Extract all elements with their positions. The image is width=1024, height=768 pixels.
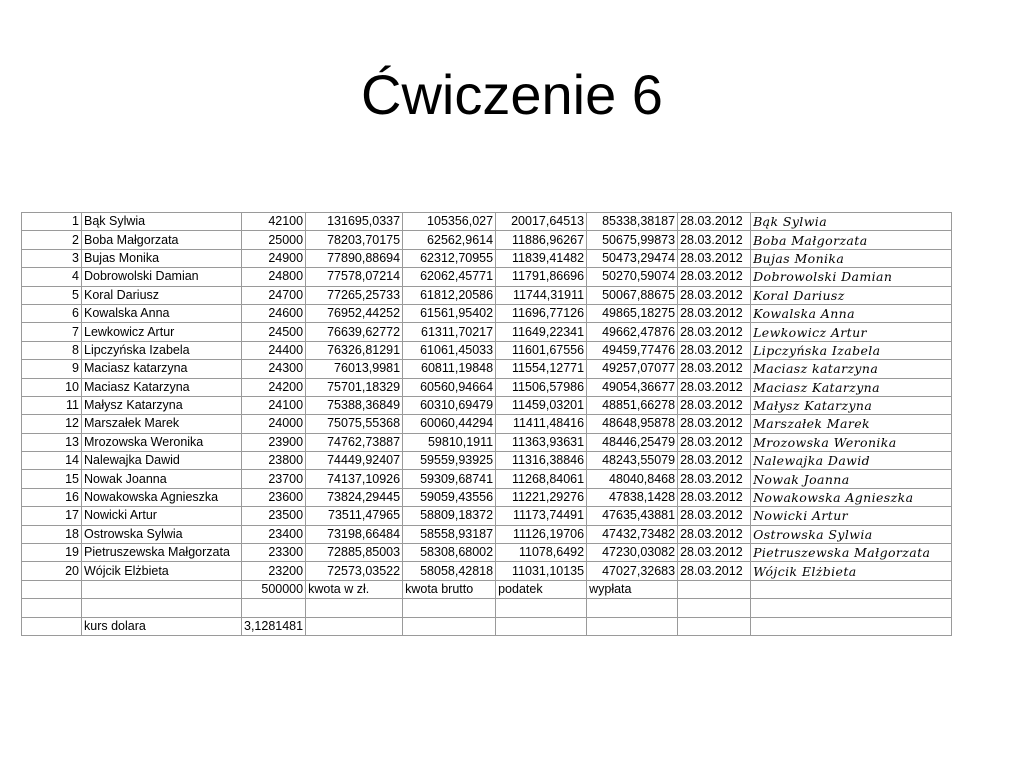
gross-amount-cell[interactable]: 59810,1911 — [403, 433, 496, 451]
payout-cell[interactable]: 49865,18275 — [587, 304, 678, 322]
signature-cell[interactable]: Nowicki Artur — [751, 507, 952, 525]
amount-usd-cell[interactable]: 23400 — [242, 525, 306, 543]
amount-pln-cell[interactable]: 73198,66484 — [306, 525, 403, 543]
signature-cell[interactable]: Nalewajka Dawid — [751, 452, 952, 470]
date-cell[interactable]: 28.03.2012 — [678, 323, 751, 341]
date-cell[interactable]: 28.03.2012 — [678, 488, 751, 506]
amount-usd-cell[interactable]: 23900 — [242, 433, 306, 451]
gross-amount-cell[interactable]: 61311,70217 — [403, 323, 496, 341]
table-row — [22, 323, 952, 341]
date-cell[interactable]: 28.03.2012 — [678, 433, 751, 451]
date-cell[interactable]: 28.03.2012 — [678, 525, 751, 543]
amount-usd-cell[interactable]: 24700 — [242, 286, 306, 304]
signature-cell[interactable]: Nowakowska Agnieszka — [751, 488, 952, 506]
gross-amount-cell[interactable]: 105356,027 — [403, 213, 496, 231]
total-sum-cell[interactable]: 500000 — [242, 580, 306, 598]
date-cell[interactable]: 28.03.2012 — [678, 544, 751, 562]
totals-row — [22, 580, 952, 598]
amount-usd-cell[interactable]: 24400 — [242, 341, 306, 359]
gross-amount-cell[interactable]: 62312,70955 — [403, 249, 496, 267]
tax-cell[interactable]: 11696,77126 — [496, 304, 587, 322]
amount-usd-cell[interactable]: 24200 — [242, 378, 306, 396]
name-cell[interactable]: Bąk Sylwia — [82, 213, 242, 231]
row-number-cell[interactable]: 3 — [22, 249, 82, 267]
tax-cell[interactable]: 11649,22341 — [496, 323, 587, 341]
name-cell[interactable]: Ostrowska Sylwia — [82, 525, 242, 543]
row-number-cell[interactable]: 5 — [22, 286, 82, 304]
signature-cell[interactable]: Lewkowicz Artur — [751, 323, 952, 341]
payout-cell[interactable]: 47027,32683 — [587, 562, 678, 580]
name-cell[interactable]: Koral Dariusz — [82, 286, 242, 304]
amount-pln-cell[interactable]: 74762,73887 — [306, 433, 403, 451]
signature-cell[interactable]: Ostrowska Sylwia — [751, 525, 952, 543]
payout-cell[interactable]: 47635,43881 — [587, 507, 678, 525]
table-row — [22, 452, 952, 470]
payout-cell[interactable]: 48446,25479 — [587, 433, 678, 451]
amount-pln-cell[interactable]: 76013,9981 — [306, 360, 403, 378]
tax-cell[interactable]: 11268,84061 — [496, 470, 587, 488]
amount-pln-cell[interactable]: 74137,10926 — [306, 470, 403, 488]
payroll-table — [21, 212, 952, 636]
amount-usd-cell[interactable]: 24000 — [242, 415, 306, 433]
table-row — [22, 249, 952, 267]
gross-amount-cell[interactable]: 59559,93925 — [403, 452, 496, 470]
table-cell[interactable] — [22, 599, 82, 617]
amount-usd-cell[interactable]: 24800 — [242, 268, 306, 286]
table-cell[interactable] — [751, 580, 952, 598]
name-cell[interactable]: Lipczyńska Izabela — [82, 341, 242, 359]
table-cell[interactable] — [22, 617, 82, 635]
amount-pln-cell[interactable]: 77890,88694 — [306, 249, 403, 267]
amount-usd-cell[interactable]: 24500 — [242, 323, 306, 341]
name-cell[interactable]: Marszałek Marek — [82, 415, 242, 433]
amount-usd-cell[interactable]: 23800 — [242, 452, 306, 470]
amount-pln-cell[interactable]: 76639,62772 — [306, 323, 403, 341]
table-cell[interactable] — [587, 617, 678, 635]
payout-cell[interactable]: 48851,66278 — [587, 396, 678, 414]
page-title: Ćwiczenie 6 — [361, 63, 663, 126]
table-cell[interactable] — [403, 599, 496, 617]
row-number-cell[interactable]: 2 — [22, 231, 82, 249]
amount-pln-cell[interactable]: 72573,03522 — [306, 562, 403, 580]
table-cell[interactable] — [751, 599, 952, 617]
tax-cell[interactable]: 11506,57986 — [496, 378, 587, 396]
table-row — [22, 470, 952, 488]
gross-amount-cell[interactable]: 58308,68002 — [403, 544, 496, 562]
payout-cell[interactable]: 49662,47876 — [587, 323, 678, 341]
name-cell[interactable]: Maciasz katarzyna — [82, 360, 242, 378]
date-cell[interactable]: 28.03.2012 — [678, 286, 751, 304]
payout-cell[interactable]: 47432,73482 — [587, 525, 678, 543]
signature-cell[interactable]: Bąk Sylwia — [751, 213, 952, 231]
date-cell[interactable]: 28.03.2012 — [678, 415, 751, 433]
name-cell[interactable]: Dobrowolski Damian — [82, 268, 242, 286]
header-podatek-cell[interactable]: podatek — [496, 580, 587, 598]
payout-cell[interactable]: 49054,36677 — [587, 378, 678, 396]
date-cell[interactable]: 28.03.2012 — [678, 341, 751, 359]
table-body — [22, 213, 952, 581]
signature-cell[interactable]: Boba Małgorzata — [751, 231, 952, 249]
table-cell[interactable] — [242, 599, 306, 617]
row-number-cell[interactable]: 19 — [22, 544, 82, 562]
row-number-cell[interactable]: 18 — [22, 525, 82, 543]
row-number-cell[interactable]: 7 — [22, 323, 82, 341]
row-number-cell[interactable]: 11 — [22, 396, 82, 414]
gross-amount-cell[interactable]: 61561,95402 — [403, 304, 496, 322]
gross-amount-cell[interactable]: 59059,43556 — [403, 488, 496, 506]
table-cell[interactable] — [22, 580, 82, 598]
name-cell[interactable]: Nowak Joanna — [82, 470, 242, 488]
date-cell[interactable]: 28.03.2012 — [678, 378, 751, 396]
tax-cell[interactable]: 11601,67556 — [496, 341, 587, 359]
row-number-cell[interactable]: 10 — [22, 378, 82, 396]
table-cell[interactable] — [678, 617, 751, 635]
name-cell[interactable]: Bujas Monika — [82, 249, 242, 267]
payout-cell[interactable]: 47838,1428 — [587, 488, 678, 506]
row-number-cell[interactable]: 15 — [22, 470, 82, 488]
row-number-cell[interactable]: 17 — [22, 507, 82, 525]
date-cell[interactable]: 28.03.2012 — [678, 562, 751, 580]
row-number-cell[interactable]: 13 — [22, 433, 82, 451]
table-row — [22, 268, 952, 286]
signature-cell[interactable]: Dobrowolski Damian — [751, 268, 952, 286]
amount-pln-cell[interactable]: 75701,18329 — [306, 378, 403, 396]
amount-pln-cell[interactable]: 75388,36849 — [306, 396, 403, 414]
tax-cell[interactable]: 11126,19706 — [496, 525, 587, 543]
amount-usd-cell[interactable]: 42100 — [242, 213, 306, 231]
header-kwota-zl-cell[interactable]: kwota w zł. — [306, 580, 403, 598]
tax-cell[interactable]: 11839,41482 — [496, 249, 587, 267]
table-cell[interactable] — [306, 599, 403, 617]
table-row — [22, 304, 952, 322]
signature-cell[interactable]: Małysz Katarzyna — [751, 396, 952, 414]
signature-cell[interactable]: Nowak Joanna — [751, 470, 952, 488]
row-number-cell[interactable]: 20 — [22, 562, 82, 580]
name-cell[interactable]: Boba Małgorzata — [82, 231, 242, 249]
date-cell[interactable]: 28.03.2012 — [678, 213, 751, 231]
amount-pln-cell[interactable]: 77578,07214 — [306, 268, 403, 286]
amount-pln-cell[interactable]: 76326,81291 — [306, 341, 403, 359]
table-cell[interactable] — [678, 599, 751, 617]
table-cell[interactable] — [587, 599, 678, 617]
amount-usd-cell[interactable]: 23700 — [242, 470, 306, 488]
empty-row — [22, 599, 952, 617]
gross-amount-cell[interactable]: 60310,69479 — [403, 396, 496, 414]
amount-pln-cell[interactable]: 74449,92407 — [306, 452, 403, 470]
payout-cell[interactable]: 49257,07077 — [587, 360, 678, 378]
table-row — [22, 396, 952, 414]
name-cell[interactable]: Maciasz Katarzyna — [82, 378, 242, 396]
table-cell[interactable] — [496, 599, 587, 617]
table-cell[interactable] — [751, 617, 952, 635]
name-cell[interactable]: Nowakowska Agnieszka — [82, 488, 242, 506]
gross-amount-cell[interactable]: 61061,45033 — [403, 341, 496, 359]
signature-cell[interactable]: Bujas Monika — [751, 249, 952, 267]
tax-cell[interactable]: 11791,86696 — [496, 268, 587, 286]
table-cell[interactable] — [678, 580, 751, 598]
signature-cell[interactable]: Lipczyńska Izabela — [751, 341, 952, 359]
payout-cell[interactable]: 50675,99873 — [587, 231, 678, 249]
amount-usd-cell[interactable]: 23600 — [242, 488, 306, 506]
payout-cell[interactable]: 49459,77476 — [587, 341, 678, 359]
payout-cell[interactable]: 85338,38187 — [587, 213, 678, 231]
amount-usd-cell[interactable]: 24300 — [242, 360, 306, 378]
tax-cell[interactable]: 11078,6492 — [496, 544, 587, 562]
table-cell[interactable] — [496, 617, 587, 635]
amount-pln-cell[interactable]: 77265,25733 — [306, 286, 403, 304]
amount-usd-cell[interactable]: 23200 — [242, 562, 306, 580]
gross-amount-cell[interactable]: 62062,45771 — [403, 268, 496, 286]
gross-amount-cell[interactable]: 60060,44294 — [403, 415, 496, 433]
date-cell[interactable]: 28.03.2012 — [678, 249, 751, 267]
amount-pln-cell[interactable]: 73511,47965 — [306, 507, 403, 525]
table-row — [22, 378, 952, 396]
row-number-cell[interactable]: 1 — [22, 213, 82, 231]
tax-cell[interactable]: 11886,96267 — [496, 231, 587, 249]
header-brutto-cell[interactable]: kwota brutto — [403, 580, 496, 598]
amount-pln-cell[interactable]: 78203,70175 — [306, 231, 403, 249]
name-cell[interactable]: Nalewajka Dawid — [82, 452, 242, 470]
payout-cell[interactable]: 48243,55079 — [587, 452, 678, 470]
tax-cell[interactable]: 11316,38846 — [496, 452, 587, 470]
table-row — [22, 488, 952, 506]
table-row — [22, 433, 952, 451]
payout-cell[interactable]: 50067,88675 — [587, 286, 678, 304]
date-cell[interactable]: 28.03.2012 — [678, 231, 751, 249]
tax-cell[interactable]: 11363,93631 — [496, 433, 587, 451]
amount-usd-cell[interactable]: 23300 — [242, 544, 306, 562]
signature-cell[interactable]: Marszałek Marek — [751, 415, 952, 433]
amount-usd-cell[interactable]: 24900 — [242, 249, 306, 267]
amount-pln-cell[interactable]: 76952,44252 — [306, 304, 403, 322]
rate-label-cell[interactable]: kurs dolara — [82, 617, 242, 635]
signature-cell[interactable]: Mrozowska Weronika — [751, 433, 952, 451]
date-cell[interactable]: 28.03.2012 — [678, 470, 751, 488]
table-row — [22, 286, 952, 304]
row-number-cell[interactable]: 14 — [22, 452, 82, 470]
table-cell[interactable] — [82, 580, 242, 598]
tax-cell[interactable]: 20017,64513 — [496, 213, 587, 231]
table-row — [22, 525, 952, 543]
name-cell[interactable]: Wójcik Elżbieta — [82, 562, 242, 580]
table-row — [22, 544, 952, 562]
row-number-cell[interactable]: 9 — [22, 360, 82, 378]
table-cell[interactable] — [306, 617, 403, 635]
table-row — [22, 341, 952, 359]
signature-cell[interactable]: Pietruszewska Małgorzata — [751, 544, 952, 562]
signature-cell[interactable]: Kowalska Anna — [751, 304, 952, 322]
name-cell[interactable]: Pietruszewska Małgorzata — [82, 544, 242, 562]
tax-cell[interactable]: 11411,48416 — [496, 415, 587, 433]
name-cell[interactable]: Małysz Katarzyna — [82, 396, 242, 414]
table-row — [22, 507, 952, 525]
date-cell[interactable]: 28.03.2012 — [678, 360, 751, 378]
date-cell[interactable]: 28.03.2012 — [678, 452, 751, 470]
tax-cell[interactable]: 11031,10135 — [496, 562, 587, 580]
header-wyplata-cell[interactable]: wypłata — [587, 580, 678, 598]
table-row — [22, 231, 952, 249]
payout-cell[interactable]: 50473,29474 — [587, 249, 678, 267]
tax-cell[interactable]: 11744,31911 — [496, 286, 587, 304]
amount-pln-cell[interactable]: 131695,0337 — [306, 213, 403, 231]
payout-cell[interactable]: 47230,03082 — [587, 544, 678, 562]
signature-cell[interactable]: Wójcik Elżbieta — [751, 562, 952, 580]
row-number-cell[interactable]: 4 — [22, 268, 82, 286]
signature-cell[interactable]: Maciasz Katarzyna — [751, 378, 952, 396]
payout-cell[interactable]: 50270,59074 — [587, 268, 678, 286]
gross-amount-cell[interactable]: 61812,20586 — [403, 286, 496, 304]
gross-amount-cell[interactable]: 60811,19848 — [403, 360, 496, 378]
name-cell[interactable]: Kowalska Anna — [82, 304, 242, 322]
table-row — [22, 562, 952, 580]
signature-cell[interactable]: Koral Dariusz — [751, 286, 952, 304]
rate-value-cell[interactable]: 3,1281481 — [242, 617, 306, 635]
amount-pln-cell[interactable]: 73824,29445 — [306, 488, 403, 506]
table-cell[interactable] — [82, 599, 242, 617]
table-row — [22, 213, 952, 231]
gross-amount-cell[interactable]: 58809,18372 — [403, 507, 496, 525]
date-cell[interactable]: 28.03.2012 — [678, 268, 751, 286]
tax-cell[interactable]: 11173,74491 — [496, 507, 587, 525]
date-cell[interactable]: 28.03.2012 — [678, 507, 751, 525]
table-cell[interactable] — [403, 617, 496, 635]
row-number-cell[interactable]: 8 — [22, 341, 82, 359]
name-cell[interactable]: Mrozowska Weronika — [82, 433, 242, 451]
amount-usd-cell[interactable]: 24600 — [242, 304, 306, 322]
gross-amount-cell[interactable]: 58058,42818 — [403, 562, 496, 580]
tax-cell[interactable]: 11221,29276 — [496, 488, 587, 506]
date-cell[interactable]: 28.03.2012 — [678, 396, 751, 414]
gross-amount-cell[interactable]: 58558,93187 — [403, 525, 496, 543]
table-row — [22, 415, 952, 433]
gross-amount-cell[interactable]: 59309,68741 — [403, 470, 496, 488]
gross-amount-cell[interactable]: 60560,94664 — [403, 378, 496, 396]
amount-usd-cell[interactable]: 23500 — [242, 507, 306, 525]
amount-usd-cell[interactable]: 25000 — [242, 231, 306, 249]
table-row — [22, 360, 952, 378]
row-number-cell[interactable]: 16 — [22, 488, 82, 506]
tax-cell[interactable]: 11554,12771 — [496, 360, 587, 378]
payout-cell[interactable]: 48648,95878 — [587, 415, 678, 433]
name-cell[interactable]: Lewkowicz Artur — [82, 323, 242, 341]
row-number-cell[interactable]: 12 — [22, 415, 82, 433]
rate-row — [22, 617, 952, 635]
date-cell[interactable]: 28.03.2012 — [678, 304, 751, 322]
amount-pln-cell[interactable]: 72885,85003 — [306, 544, 403, 562]
payout-cell[interactable]: 48040,8468 — [587, 470, 678, 488]
signature-cell[interactable]: Maciasz katarzyna — [751, 360, 952, 378]
amount-pln-cell[interactable]: 75075,55368 — [306, 415, 403, 433]
amount-usd-cell[interactable]: 24100 — [242, 396, 306, 414]
row-number-cell[interactable]: 6 — [22, 304, 82, 322]
tax-cell[interactable]: 11459,03201 — [496, 396, 587, 414]
name-cell[interactable]: Nowicki Artur — [82, 507, 242, 525]
gross-amount-cell[interactable]: 62562,9614 — [403, 231, 496, 249]
